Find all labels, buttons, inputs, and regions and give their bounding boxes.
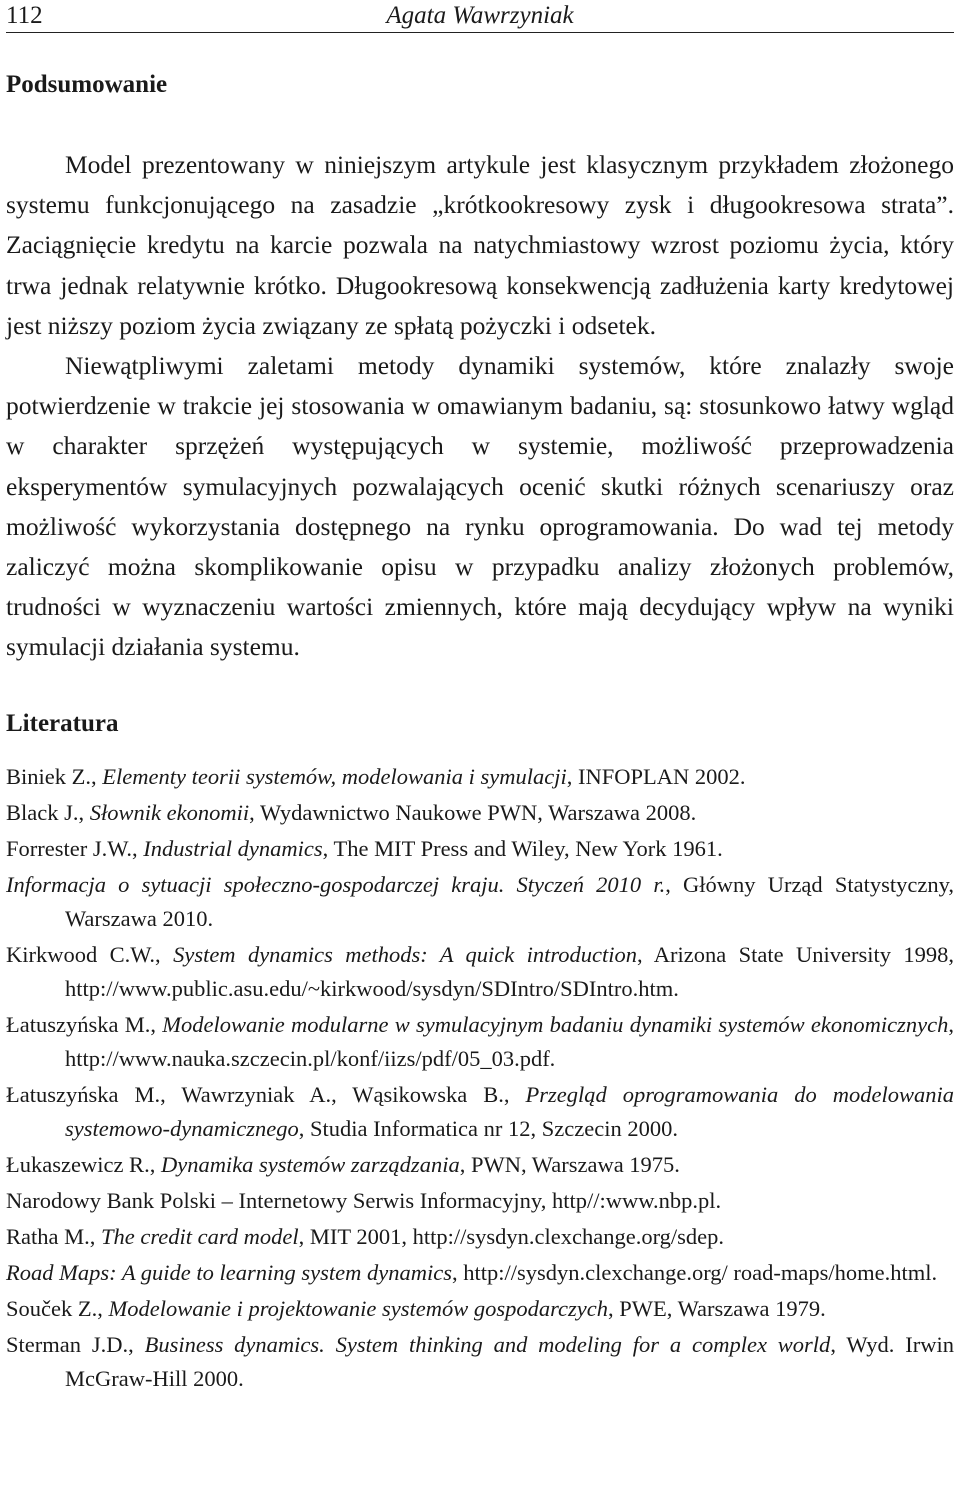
reference-title: Informacja o sytuacji społeczno-gospodarczej kraju. Styczeń 2010 r.: [6, 871, 666, 897]
reference-publication: , Wyd. Irwin McGraw-Hill 2000.: [65, 1331, 954, 1391]
reference-title: Przegląd oprogramowania do modelowania systemowo-dynamicznego: [65, 1081, 954, 1141]
summary-paragraph: Niewątpliwymi zaletami metody dynamiki systemów, które znalazły swoje potwierdzenie w trakcie jej stosowania w omawianym badaniu, są: stosunkowo łatwy wgląd w charakter sprzężeń występujących w systemie, możliwość przeprowadzenia eksperymentów symulacyjnych pozwalających ocenić skutki różnych scenariuszy oraz możliwość wykorzystania dostępnego na rynku oprogramowania. Do wad tej metody zaliczyć można skomplikowanie opisu w przypadku analizy złożonych problemów, trudności w wyznaczeniu wartości zmiennych, które mają decydujący wpływ na wyniki symulacji działania systemu.: [6, 351, 954, 662]
reference-item: [6, 868, 954, 936]
running-header: [6, 0, 954, 33]
reference-publication: , http://sysdyn.clexchange.org/ road-maps/home.html.: [452, 1259, 938, 1285]
reference-title: Industrial dynamics: [143, 835, 323, 861]
reference-title: Dynamika systemów zarządzania: [160, 1151, 460, 1177]
reference-item: [6, 1256, 954, 1290]
reference-list: [6, 760, 954, 1396]
page-number: 112: [6, 2, 43, 29]
reference-title: System dynamics methods: A quick introduction: [173, 941, 638, 967]
reference-author: Kirkwood C.W.,: [6, 941, 174, 967]
reference-author: Narodowy Bank Polski – Internetowy Serwis Informacyjny, http//:www.nbp.pl.: [6, 1187, 722, 1213]
summary-body: [6, 145, 954, 668]
reference-item: [6, 760, 954, 794]
reference-item: [6, 1292, 954, 1326]
reference-publication: , INFOPLAN 2002.: [566, 763, 746, 789]
summary-paragraph: Model prezentowany w niniejszym artykule jest klasycznym przykładem złożonego systemu funkcjonującego na zasadzie „krótkookresowy zysk i długookresowa strata”. Zaciągnięcie kredytu na karcie pozwala na natychmiastowy wzrost poziomu życia, który trwa jednak relatywnie krótko. Długookresową konsekwencją zadłużenia karty kredytowej jest niższy poziom życia związany ze spłatą pożyczki i odsetek.: [6, 150, 954, 340]
reference-item: [6, 1184, 954, 1218]
reference-author: Łatuszyńska M., Wawrzyniak A., Wąsikowska B.,: [6, 1081, 526, 1107]
reference-author: Forrester J.W.,: [6, 835, 144, 861]
reference-author: Souček Z.,: [6, 1295, 109, 1321]
reference-item: [6, 796, 954, 830]
reference-item: [6, 1008, 954, 1076]
reference-item: [6, 1328, 954, 1396]
reference-author: Ratha M.,: [6, 1223, 101, 1249]
reference-title: The credit card model: [101, 1223, 299, 1249]
reference-publication: , Główny Urząd Statystyczny, Warszawa 2010.: [65, 871, 954, 931]
reference-title: Modelowanie i projektowanie systemów gospodarczych: [108, 1295, 608, 1321]
reference-author: Biniek Z.,: [6, 763, 103, 789]
running-title: Agata Wawrzyniak: [386, 2, 574, 29]
reference-title: Business dynamics. System thinking and modeling for a complex world: [144, 1331, 831, 1357]
reference-author: Black J.,: [6, 799, 90, 825]
reference-item: [6, 832, 954, 866]
reference-author: Sterman J.D.,: [6, 1331, 145, 1357]
reference-publication: , The MIT Press and Wiley, New York 1961.: [322, 835, 723, 861]
reference-title: Modelowanie modularne w symulacyjnym badaniu dynamiki systemów ekonomicznych: [162, 1011, 949, 1037]
reference-publication: , PWN, Warszawa 1975.: [459, 1151, 680, 1177]
reference-author: Łukaszewicz R.,: [6, 1151, 161, 1177]
reference-title: Elementy teorii systemów, modelowania i symulacji: [102, 763, 567, 789]
literature-heading: Literatura: [6, 709, 119, 737]
reference-item: [6, 938, 954, 1006]
reference-title: Słownik ekonomii: [89, 799, 250, 825]
reference-author: Łatuszyńska M.,: [6, 1011, 163, 1037]
reference-item: [6, 1220, 954, 1254]
reference-publication: , Arizona State University 1998, http://www.public.asu.edu/~kirkwood/sysdyn/SDIntro/SDIntro.htm.: [65, 941, 955, 1001]
reference-publication: , MIT 2001, http://sysdyn.clexchange.org/sdep.: [298, 1223, 725, 1249]
summary-heading: Podsumowanie: [6, 71, 168, 98]
reference-publication: , http://www.nauka.szczecin.pl/konf/iizs/pdf/05_03.pdf.: [65, 1011, 954, 1071]
reference-publication: , Wydawnictwo Naukowe PWN, Warszawa 2008.: [249, 799, 697, 825]
reference-publication: , PWE, Warszawa 1979.: [608, 1295, 826, 1321]
reference-publication: , Studia Informatica nr 12, Szczecin 2000.: [298, 1115, 678, 1141]
reference-item: [6, 1148, 954, 1182]
reference-item: [6, 1078, 954, 1146]
reference-title: Road Maps: A guide to learning system dynamics: [6, 1259, 452, 1285]
